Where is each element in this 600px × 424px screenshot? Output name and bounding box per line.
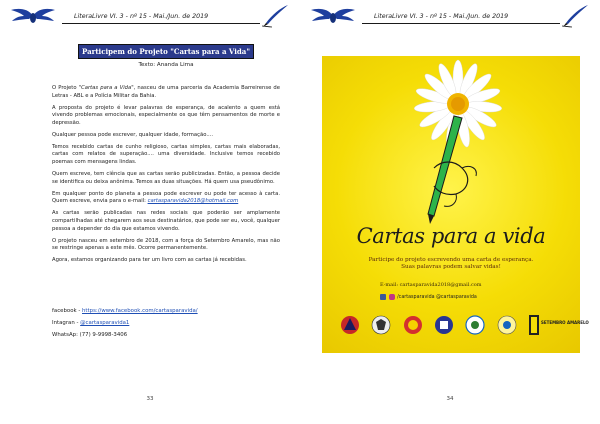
poster-subtitle: Participe do projeto escrevendo uma carta de esperança. Suas palavras podem salvar vidas! — [368, 257, 534, 271]
quill-pen-icon — [560, 4, 590, 28]
article-byline: Texto: Ananda Lima — [138, 62, 194, 68]
quill-pen-icon — [260, 4, 290, 28]
journal-title: LiteraLivre VI. 3 - nº 15 - Mai./Jun. de 2019 — [74, 13, 209, 20]
page-header — [10, 4, 290, 30]
paragraph-3: Qualquer pessoa pode escrever, qualquer idade, formação.... — [52, 131, 214, 138]
paragraph-4: Temos recebido cartas de cunho religioso, cartas simples, cartas mais elaboradas, cartas com relatos de superação.... uma diversidade. Inclusive temos recebido poemas com mensagens lindas. — [52, 143, 280, 166]
paragraph-2: A proposta do projeto é levar palavras de esperança, de acalento a quem está vivendo problemas emocionais, especialmente os que têm pensamentos de morte e depressão. — [52, 104, 280, 126]
paragraph-6: Em qualquer ponto do planeta a pessoa pode escrever ou pode ter acesso à carta. Quem escreve, envia para o e-mail: cartasparavida2018@hotmail.com — [52, 190, 280, 205]
paragraph-8: O projeto nasceu em setembro de 2018, com a força do Setembro Amarelo, mas não se restringe apenas a este mês. Ocorre permanentemente. — [52, 237, 280, 252]
facebook-icon — [380, 294, 386, 300]
academy-logo-icon — [465, 315, 485, 335]
blue-crest-logo-icon — [434, 315, 454, 335]
poster — [322, 56, 589, 353]
instagram-icon — [389, 294, 395, 300]
military-police-logo-icon — [340, 315, 360, 335]
page-header — [310, 4, 590, 30]
header-rule — [62, 23, 260, 24]
journal-title: LiteraLivre VI. 3 - nº 15 - Mai./Jun. de 2019 — [374, 13, 509, 20]
setembro-amarelo-logo — [528, 314, 589, 336]
shield-logo-icon — [371, 315, 391, 335]
article — [52, 44, 280, 269]
winged-emblem-icon — [10, 6, 56, 26]
email-link[interactable]: cartasparavida2018@hotmail.com — [147, 198, 239, 205]
facebook-line: facebook - https://www.facebook.com/cartasparavida/ — [52, 308, 198, 314]
poster-social: /cartasparavida @cartasparavida — [380, 294, 477, 301]
svg-text:SETEMBRO AMARELO: SETEMBRO AMARELO — [540, 320, 589, 325]
facebook-link[interactable]: https://www.facebook.com/cartasparavida/ — [82, 308, 198, 314]
right-page — [300, 0, 600, 424]
poster-title: Cartas para a vida — [356, 224, 546, 248]
paragraph-1: O Projeto "Cartas para a Vida", nasceu de uma parceria da Academia Barreirense de Letras - ABL e a Polícia Militar da Bahia. — [52, 85, 280, 99]
article-headline: Participem do Projeto "Cartas para a Vida" — [78, 44, 254, 59]
winged-emblem-icon — [310, 6, 356, 26]
page-number: 34 — [446, 396, 454, 402]
article-body — [52, 85, 280, 265]
header-rule — [362, 23, 560, 24]
whatsapp-line: WhatsAp: (77) 9-9998-3406 — [52, 332, 128, 338]
round-emblem-logo-icon — [497, 315, 517, 335]
partner-logos — [340, 314, 589, 336]
page-number: 33 — [146, 396, 154, 402]
contacts — [52, 305, 198, 341]
poster-email: E-mail: cartasparavida2018@gmail.com — [380, 282, 482, 288]
red-crest-logo-icon — [403, 315, 423, 335]
paragraph-7: As cartas serão publicadas nas redes sociais que poderão ser amplamente compartilhadas até chegarem aos seus destinatários, que pode ser eu, você, qualquer pessoa a depender do dia que estamos vivendo. — [52, 210, 280, 232]
paragraph-5: Quem escreve, tem ciência que as cartas serão publicizadas. Então, a pessoa decide se identifica ou deixa anônima. Temos as duas situações. Há quem usa pseudônimo. — [52, 171, 280, 185]
instagram-link[interactable]: @cartasparavida1 — [80, 320, 130, 326]
daisy-pen-illustration — [322, 56, 580, 226]
paragraph-9: Agora, estamos organizando para ter um livro com as cartas já recebidas. — [52, 257, 247, 264]
instagram-line: Intagran - @cartasparavida1 — [52, 320, 130, 326]
